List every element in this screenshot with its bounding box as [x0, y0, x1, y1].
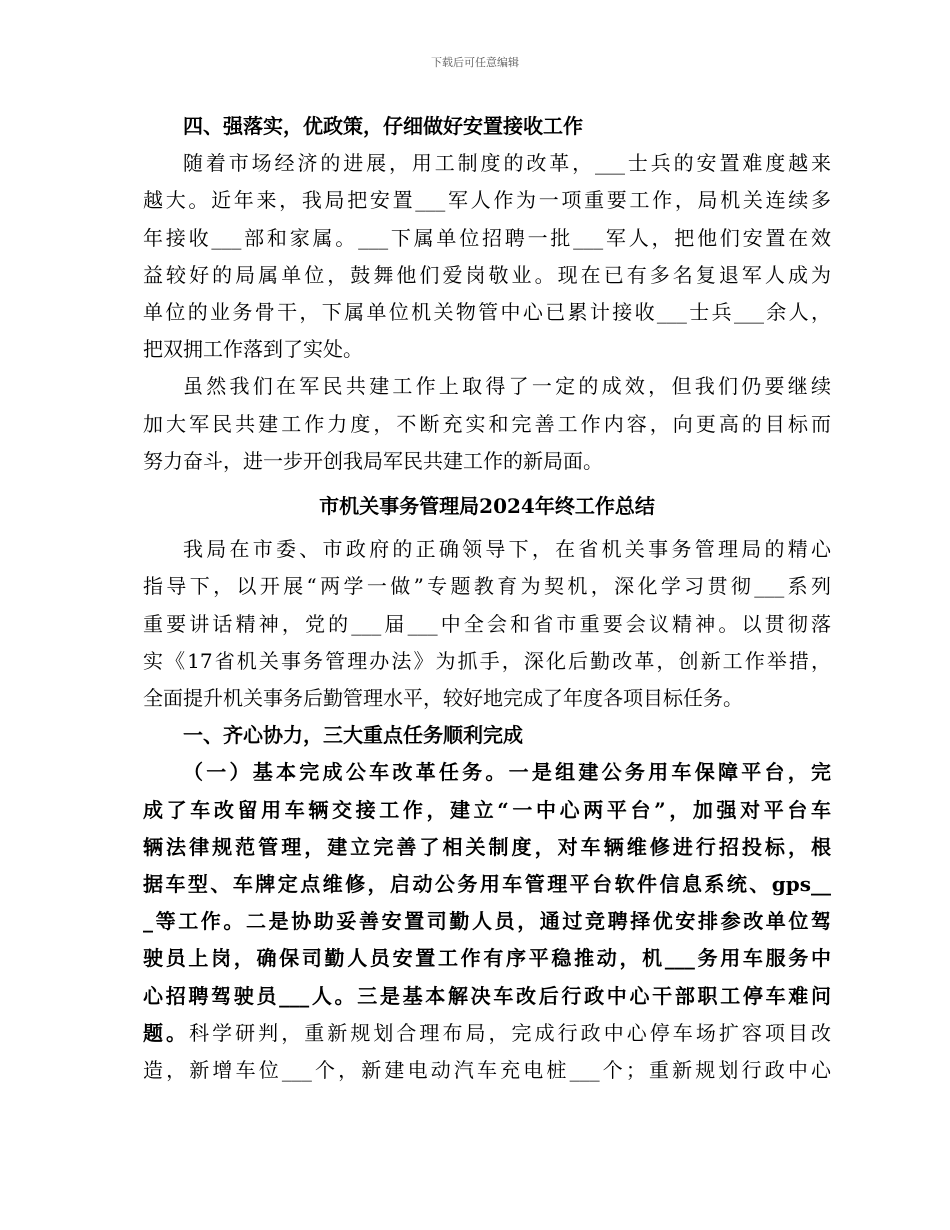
text-line: 辆法律规范管理，建立完善了相关制度，对车辆维修进行招投标，根 [143, 834, 831, 859]
part-heading: 一、齐心协力，三大重点任务顺利完成 [183, 723, 523, 748]
text-line: 益较好的局属单位，鼓舞他们爱岗敬业。现在已有多名复退军人成为 [143, 262, 831, 287]
text-line: _等工作。二是协助妥善安置司勤人员，通过竞聘择优安排参改单位驾 [143, 909, 831, 934]
text-line: 把双拥工作落到了实处。 [143, 337, 363, 362]
normal-fragment: 科学研判，重新规划合理布局，完成行政中心停车场扩容项目改 [189, 1020, 831, 1045]
text-line: 心招聘驾驶员___人。三是基本解决车改后行政中心干部职工停车难问 [143, 983, 831, 1008]
text-line: 造，新增车位___个，新建电动汽车充电桩___个；重新规划行政中心 [143, 1058, 831, 1083]
text-line: 加大军民共建工作力度，不断充实和完善工作内容，向更高的目标而 [143, 411, 831, 436]
text-line: 成了车改留用车辆交接工作，建立“一中心两平台”，加强对平台车 [143, 797, 831, 822]
text-line: 全面提升机关事务后勤管理水平，较好地完成了年度各项目标任务。 [143, 686, 743, 711]
bold-fragment: 题。 [143, 1020, 190, 1045]
paragraph-resettlement [143, 145, 831, 368]
document-body [143, 108, 831, 1089]
text-line: 越大。近年来，我局把安置___军人作为一项重要工作，局机关连续多 [143, 188, 831, 213]
text-line: 随着市场经济的进展，用工制度的改革，___士兵的安置难度越来 [183, 151, 831, 176]
text-line: （一）基本完成公车改革任务。一是组建公务用车保障平台，完 [183, 760, 831, 785]
document-title: 市机关事务管理局2024年终工作总结 [319, 494, 655, 519]
paragraph-intro [143, 531, 831, 717]
header-note: 下载后可任意编辑 [431, 56, 519, 69]
text-line: 指导下，以开展“两学一做”专题教育为契机，深化学习贯彻___系列 [143, 574, 831, 599]
text-line: 驶员上岗，确保司勤人员安置工作有序平稳推动，机___务用车服务中 [143, 946, 831, 971]
section-heading: 四、强落实，优政策，仔细做好安置接收工作 [183, 114, 583, 138]
paragraph-vehicle-reform [143, 754, 831, 1089]
text-line: 努力奋斗，进一步开创我局军民共建工作的新局面。 [143, 448, 603, 473]
paragraph-conclusion [143, 368, 831, 480]
text-line: 实《17省机关事务管理办法》为抓手，深化后勤改革，创新工作举措， [143, 648, 831, 673]
text-line-mixed [143, 1015, 831, 1052]
text-line: 单位的业务骨干，下属单位机关物管中心已累计接收___士兵___余人， [143, 300, 831, 325]
text-line: 虽然我们在军民共建工作上取得了一定的成效，但我们仍要继续 [183, 374, 831, 399]
text-line: 重要讲话精神，党的___届___中全会和省市重要会议精神。以贯彻落 [143, 611, 831, 636]
text-line: 年接收___部和家属。___下属单位招聘一批___军人，把他们安置在效 [143, 225, 831, 250]
text-line: 据车型、车牌定点维修，启动公务用车管理平台软件信息系统、gps__ [143, 872, 831, 897]
text-line: 我局在市委、市政府的正确领导下，在省机关事务管理局的精心 [183, 537, 831, 562]
